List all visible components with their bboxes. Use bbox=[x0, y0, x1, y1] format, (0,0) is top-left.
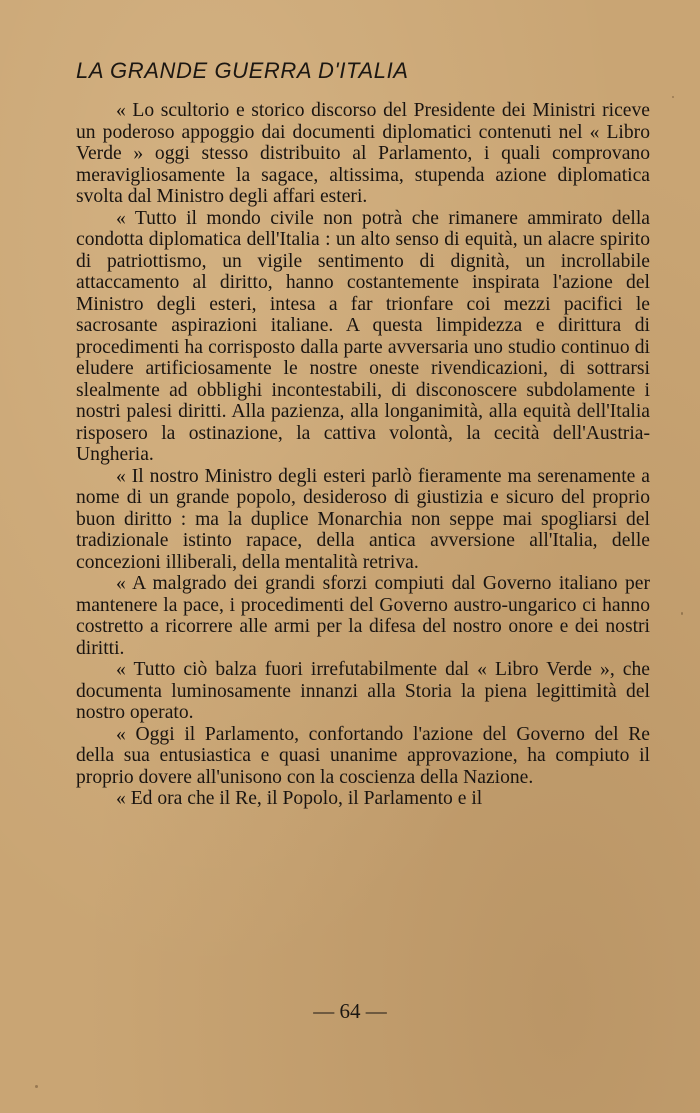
paragraph: « Oggi il Parlamento, confortando l'azione del Governo del Re della sua entusiastica e quasi unanime approvazione, ha compiuto il proprio dovere all'unisono con la coscienza della Nazione. bbox=[76, 723, 650, 788]
paragraph: « Il nostro Ministro degli esteri parlò fieramente ma serenamente a nome di un grande popolo, desideroso di giustizia e sicuro del proprio buon diritto : ma la duplice Monarchia non seppe mai spogliarsi del tradizionale istinto rapace, della antica avversione all'Italia, delle concezioni illiberali, della mentalità retriva. bbox=[76, 465, 650, 573]
paragraph: « Tutto ciò balza fuori irrefutabilmente dal « Libro Verde », che documenta luminosamente innanzi alla Storia la piena legittimità del nostro operato. bbox=[76, 659, 650, 723]
body-text bbox=[76, 100, 650, 810]
paragraph: « Lo scultorio e storico discorso del Presidente dei Ministri riceve un poderoso appoggio dai documenti diplomatici contenuti nel « Libro Verde » oggi stesso distribuito al Parlamento, i quali comprovano meravigliosamente la sagace, altissima, stupenda azione diplomatica svolta dal Ministro degli affari esteri. bbox=[76, 100, 650, 207]
paper-speck bbox=[681, 612, 683, 615]
paper-speck bbox=[672, 96, 674, 98]
paragraph: « Tutto il mondo civile non potrà che rimanere ammirato della condotta diplomatica dell'Italia : un alto senso di equità, un alacre spirito di patriottismo, un vigile sentimento di dignità, un incrollabile attaccamento al diritto, hanno costantemente inspirata l'azione del Ministro degli esteri, intesa a far trionfare coi mezzi pacifici le sacrosante aspirazioni italiane. A questa limpidezza e dirittura di procedimenti ha corrisposto dalla parte avversaria uno studio continuo di eludere artificiosamente le nostre oneste rivendicazioni, di sottrarsi slealmente ad obblighi incontestabili, di disconoscere subdolamente i nostri palesi diritti. Alla pazienza, alla longanimità, alla equità dell'Italia risposero la ostinazione, la cattiva volontà, la cecità dell'Austria-Ungheria. bbox=[76, 207, 650, 465]
paragraph: « A malgrado dei grandi sforzi compiuti dal Governo italiano per mantenere la pace, i procedimenti del Governo austro-ungarico ci hanno costretto a ricorrere alle armi per la difesa del nostro onore e dei nostri diritti. bbox=[76, 573, 650, 659]
paper-speck bbox=[35, 1085, 38, 1088]
running-head: LA GRANDE GUERRA D'ITALIA bbox=[76, 58, 409, 83]
paragraph: « Ed ora che il Re, il Popolo, il Parlamento e il bbox=[116, 788, 483, 809]
page-number: — 64 — bbox=[313, 999, 387, 1023]
